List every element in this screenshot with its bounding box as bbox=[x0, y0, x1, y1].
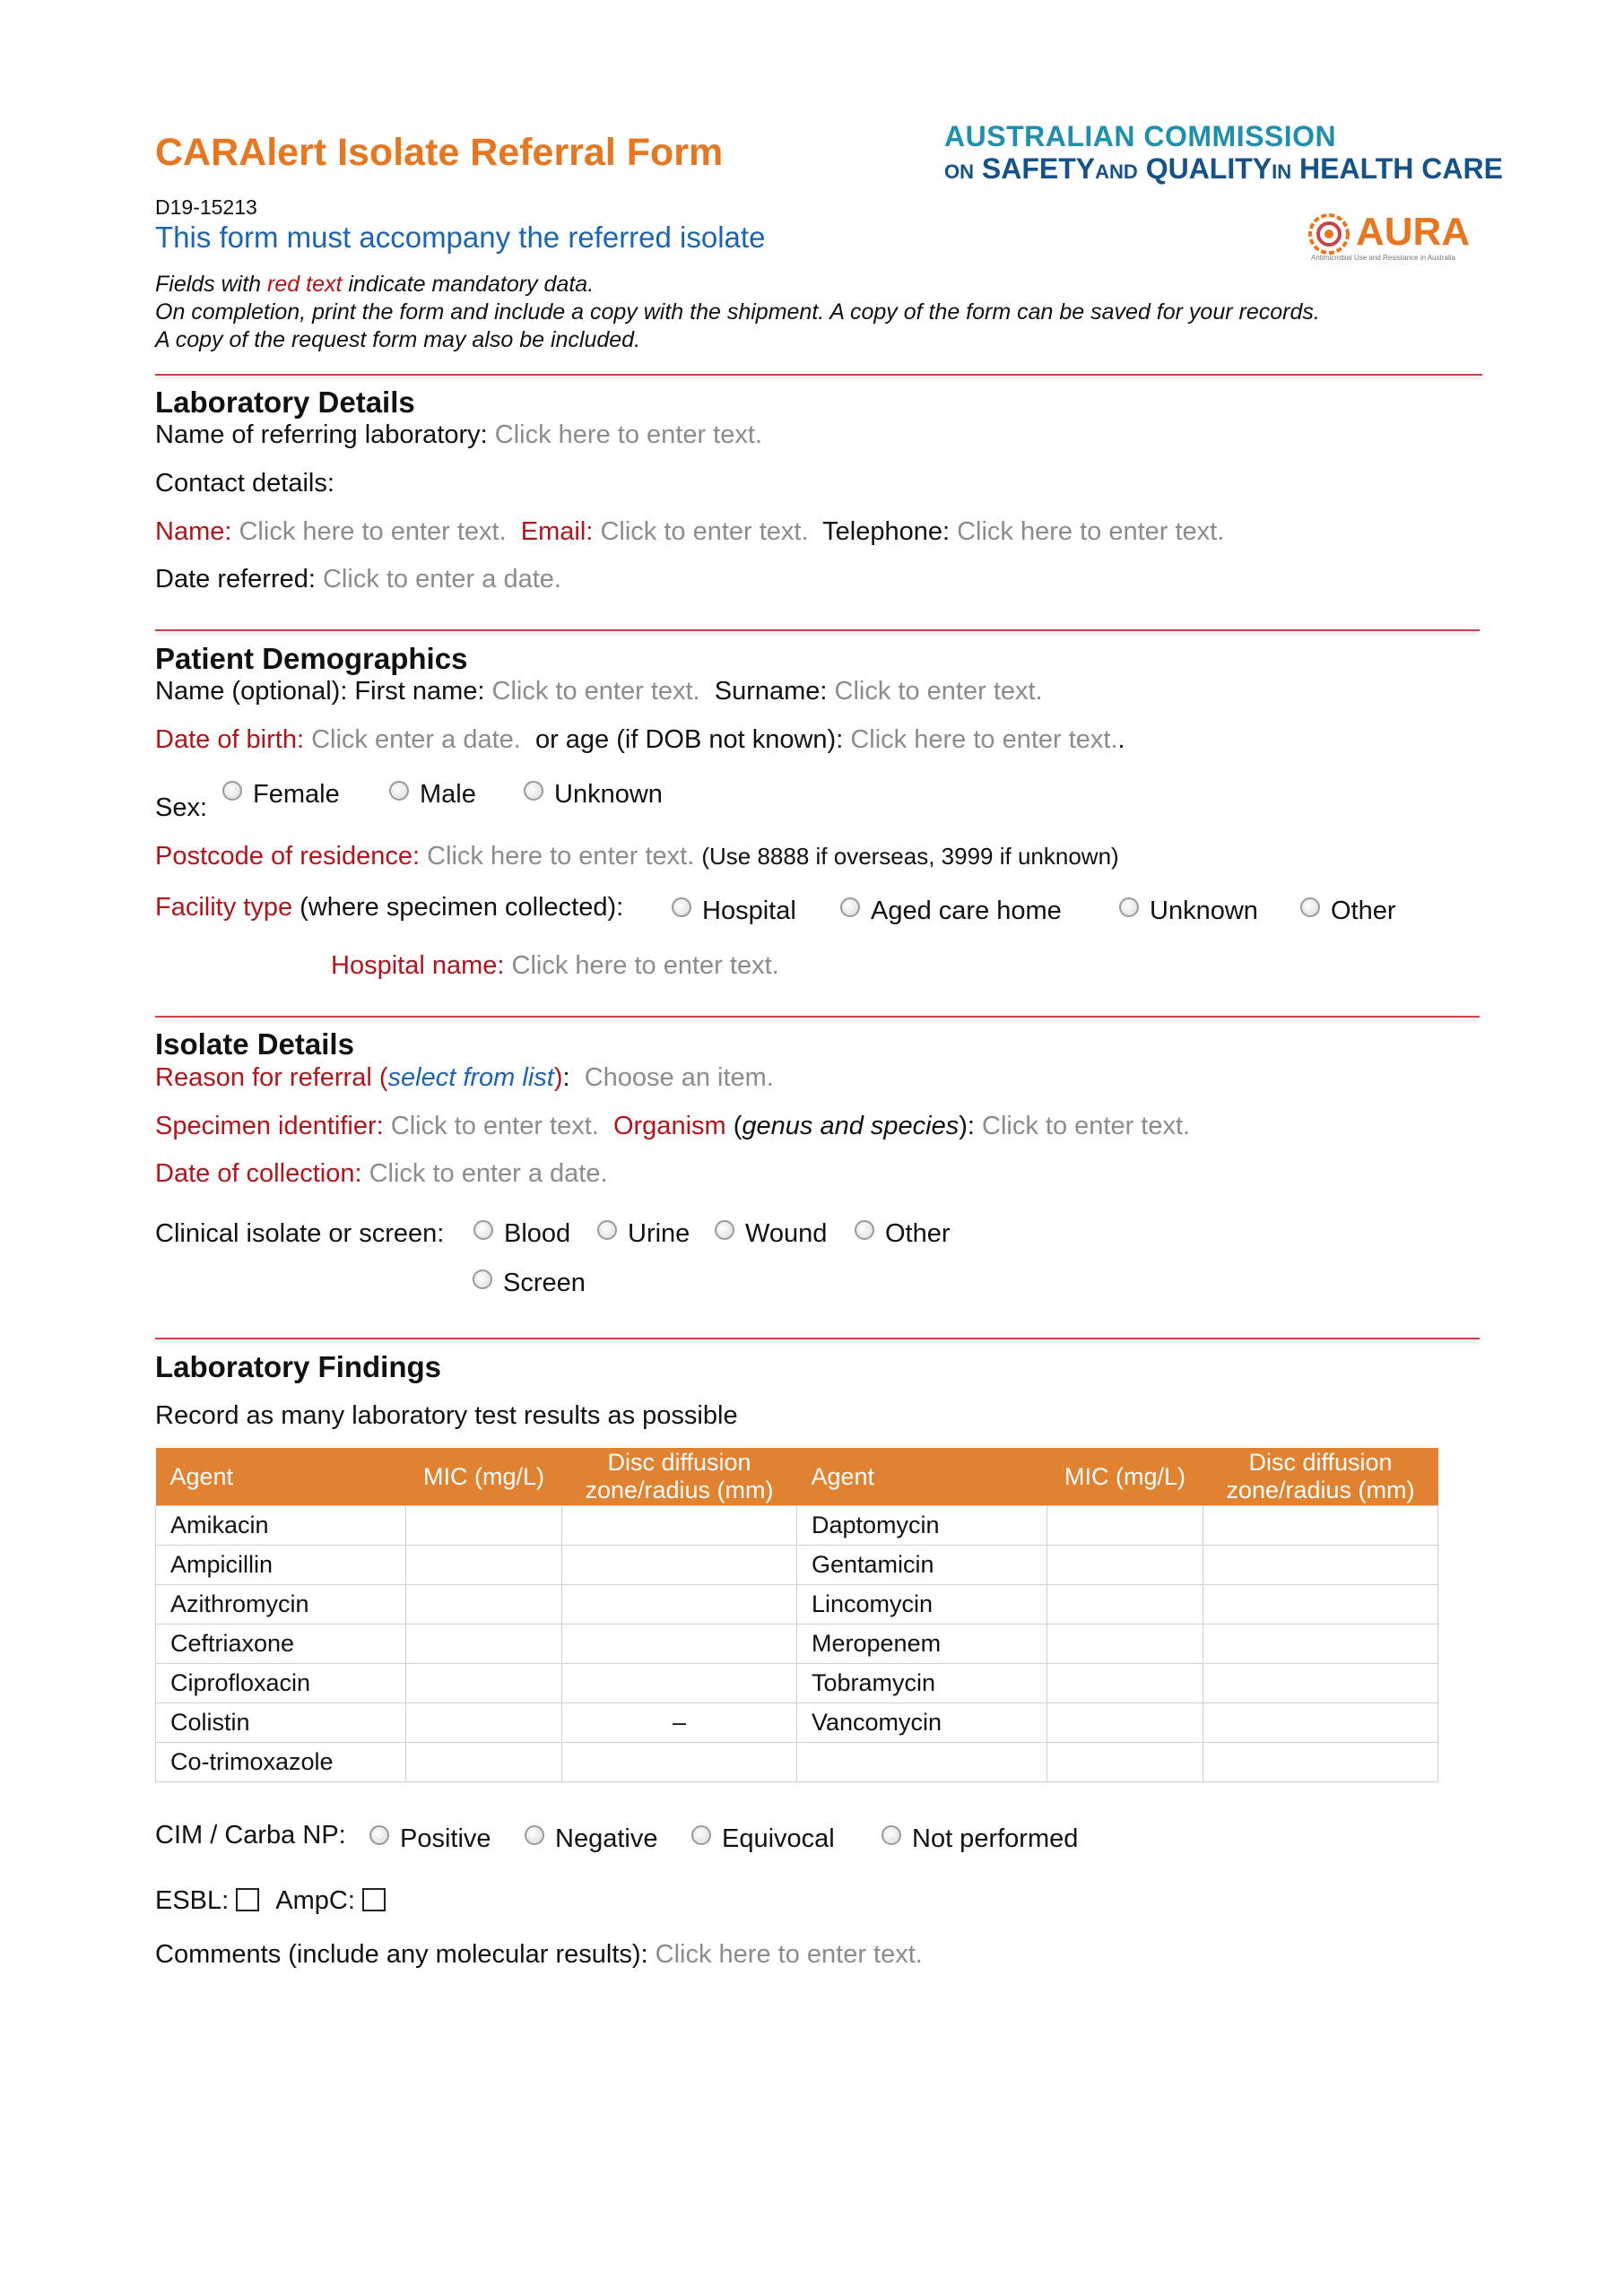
radio-icon[interactable] bbox=[389, 781, 409, 801]
aura-logo-text: AURA bbox=[1356, 210, 1471, 254]
radio-icon[interactable] bbox=[1300, 897, 1320, 917]
facility-row bbox=[155, 893, 623, 923]
logo-and: AND bbox=[1095, 160, 1138, 183]
clinical-label: Clinical isolate or screen: bbox=[155, 1219, 445, 1248]
dob-label: Date of birth: bbox=[155, 725, 305, 754]
clinical-option-urine[interactable] bbox=[597, 1219, 690, 1249]
facility-option-label: Aged care home bbox=[871, 897, 1062, 925]
commission-logo-line2 bbox=[944, 152, 1503, 186]
table-row bbox=[156, 1546, 1438, 1585]
reason-dropdown[interactable]: Choose an item. bbox=[584, 1063, 774, 1092]
sex-option-unknown[interactable] bbox=[524, 780, 663, 810]
collection-field[interactable]: Click to enter a date. bbox=[369, 1159, 608, 1188]
agent-cell: Ceftriaxone bbox=[156, 1625, 406, 1664]
email-field[interactable]: Click to enter text. bbox=[600, 517, 809, 546]
disc-cell[interactable] bbox=[1203, 1546, 1438, 1585]
col-mic: MIC (mg/L) bbox=[406, 1448, 562, 1506]
intro-line-2: On completion, print the form and include a copy with the shipment. A copy of the form can be saved for your records. bbox=[155, 299, 1320, 325]
disc-cell[interactable]: – bbox=[562, 1703, 797, 1743]
sex-option-label: Male bbox=[420, 780, 476, 809]
section-divider bbox=[155, 1016, 1480, 1018]
ref-lab-row bbox=[155, 420, 762, 450]
agent-cell: Meropenem bbox=[797, 1625, 1047, 1664]
comments-label: Comments (include any molecular results): bbox=[155, 1940, 648, 1969]
agent-cell: Ciprofloxacin bbox=[156, 1664, 406, 1703]
comments-row bbox=[155, 1940, 923, 1970]
cim-option-label: Equivocal bbox=[722, 1824, 835, 1853]
disc-cell[interactable] bbox=[1203, 1625, 1438, 1664]
cim-option-equivocal[interactable] bbox=[691, 1824, 835, 1854]
date-referred-row bbox=[155, 565, 561, 594]
facility-option-hospital[interactable] bbox=[672, 897, 796, 926]
disc-cell[interactable] bbox=[562, 1664, 797, 1703]
facility-option-label: Unknown bbox=[1150, 897, 1258, 925]
radio-icon[interactable] bbox=[881, 1825, 901, 1845]
agent-cell: Lincomycin bbox=[797, 1585, 1047, 1625]
patient-heading: Patient Demographics bbox=[155, 642, 468, 675]
agent-cell: Tobramycin bbox=[797, 1664, 1047, 1703]
radio-icon[interactable] bbox=[691, 1825, 711, 1845]
telephone-field[interactable]: Click here to enter text. bbox=[957, 517, 1225, 546]
section-divider bbox=[155, 629, 1480, 631]
specimen-field[interactable]: Click to enter text. bbox=[390, 1112, 599, 1140]
facility-note: (where specimen collected): bbox=[300, 893, 624, 922]
radio-icon[interactable] bbox=[473, 1269, 492, 1289]
agent-cell: Vancomycin bbox=[797, 1703, 1047, 1743]
facility-option-unknown[interactable] bbox=[1119, 897, 1258, 926]
table-row bbox=[156, 1703, 1438, 1743]
agent-cell: Amikacin bbox=[156, 1506, 406, 1546]
facility-option-label: Hospital bbox=[702, 897, 796, 925]
cim-option-label: Positive bbox=[400, 1824, 491, 1853]
telephone-label: Telephone: bbox=[822, 517, 951, 546]
mic-cell[interactable] bbox=[1047, 1625, 1203, 1664]
dob-row bbox=[155, 725, 1125, 755]
mic-cell[interactable] bbox=[1047, 1546, 1203, 1585]
facility-label: Facility type bbox=[155, 893, 293, 922]
agent-cell bbox=[797, 1743, 1047, 1782]
mic-cell[interactable] bbox=[1047, 1664, 1203, 1703]
reason-select-hint: select from list bbox=[387, 1063, 554, 1092]
lab-details-heading: Laboratory Details bbox=[155, 386, 415, 419]
table-row bbox=[156, 1585, 1438, 1625]
sex-option-label: Female bbox=[253, 780, 340, 809]
col-disc-line2: zone/radius (mm) bbox=[1226, 1477, 1415, 1503]
mic-cell[interactable] bbox=[406, 1546, 562, 1585]
agent-cell: Colistin bbox=[156, 1703, 406, 1743]
email-label: Email: bbox=[520, 517, 594, 546]
surname-label: Surname: bbox=[714, 677, 828, 706]
intro-text: indicate mandatory data. bbox=[342, 272, 595, 297]
col-agent: Agent bbox=[156, 1448, 406, 1506]
col-disc bbox=[1203, 1448, 1438, 1506]
postcode-label: Postcode of residence: bbox=[155, 842, 421, 871]
age-end: . bbox=[1117, 725, 1125, 754]
facility-option-aged-care[interactable] bbox=[840, 897, 1062, 926]
reason-row: Reason for referral (select from list): Choose an item. bbox=[155, 1063, 774, 1092]
section-divider bbox=[155, 1338, 1480, 1339]
cim-option-negative[interactable] bbox=[525, 1824, 657, 1854]
mic-cell[interactable] bbox=[406, 1585, 562, 1625]
radio-icon[interactable] bbox=[672, 897, 691, 917]
postcode-note: (Use 8888 if overseas, 3999 if unknown) bbox=[701, 843, 1119, 870]
contact-name-field[interactable]: Click here to enter text. bbox=[239, 517, 507, 546]
mic-cell[interactable] bbox=[406, 1625, 562, 1664]
form-title: CARAlert Isolate Referral Form bbox=[155, 131, 724, 174]
date-referred-field[interactable]: Click to enter a date. bbox=[322, 565, 561, 593]
clinical-option-other[interactable] bbox=[855, 1219, 951, 1249]
mic-cell[interactable] bbox=[1047, 1585, 1203, 1625]
findings-table bbox=[155, 1448, 1438, 1782]
radio-icon[interactable] bbox=[1119, 897, 1139, 917]
agent-cell: Gentamicin bbox=[797, 1546, 1047, 1585]
disc-cell[interactable] bbox=[1203, 1506, 1438, 1546]
form-subtitle: This form must accompany the referred isolate bbox=[155, 221, 766, 254]
agent-cell: Ampicillin bbox=[156, 1546, 406, 1585]
mic-cell[interactable] bbox=[1047, 1703, 1203, 1743]
age-label: or age (if DOB not known): bbox=[534, 725, 844, 754]
ref-lab-label: Name of referring laboratory: bbox=[155, 420, 488, 449]
radio-icon[interactable] bbox=[525, 1825, 544, 1845]
agent-cell: Daptomycin bbox=[797, 1506, 1047, 1546]
document-id: D19-15213 bbox=[155, 195, 257, 219]
organism-field[interactable]: Click to enter text. bbox=[982, 1112, 1191, 1140]
logo-in: IN bbox=[1272, 160, 1292, 183]
postcode-row bbox=[155, 842, 1119, 871]
radio-icon[interactable] bbox=[369, 1825, 389, 1845]
logo-quality: QUALITY bbox=[1145, 152, 1272, 185]
reason-label: Reason for referral bbox=[155, 1063, 372, 1092]
clinical-option-screen[interactable] bbox=[473, 1269, 586, 1298]
esbl-checkbox[interactable] bbox=[236, 1888, 259, 1911]
mic-cell[interactable] bbox=[406, 1506, 562, 1546]
findings-heading: Laboratory Findings bbox=[155, 1350, 442, 1383]
intro-text: Fields with bbox=[155, 272, 268, 297]
hospital-name-field[interactable]: Click here to enter text. bbox=[511, 951, 779, 980]
ref-lab-field[interactable]: Click here to enter text. bbox=[494, 420, 762, 449]
mic-cell[interactable] bbox=[406, 1664, 562, 1703]
intro-line-1 bbox=[155, 272, 594, 298]
first-name-field[interactable]: Click to enter text. bbox=[491, 677, 700, 706]
radio-icon[interactable] bbox=[597, 1220, 617, 1240]
mic-cell[interactable] bbox=[1047, 1743, 1203, 1782]
patient-name-label: Name (optional): First name: bbox=[155, 677, 485, 706]
radio-icon[interactable] bbox=[473, 1220, 493, 1240]
section-divider bbox=[155, 374, 1482, 376]
findings-header-row bbox=[156, 1448, 1438, 1506]
radio-icon[interactable] bbox=[222, 781, 242, 801]
disc-cell[interactable] bbox=[1203, 1743, 1438, 1782]
mic-cell[interactable] bbox=[406, 1703, 562, 1743]
dob-field[interactable]: Click enter a date. bbox=[311, 725, 521, 754]
organism-note: genus and species bbox=[742, 1112, 960, 1140]
col-disc-line2: zone/radius (mm) bbox=[585, 1477, 774, 1503]
clinical-option-label: Wound bbox=[745, 1219, 828, 1248]
hospital-name-row bbox=[331, 951, 779, 981]
collection-label: Date of collection: bbox=[155, 1159, 362, 1188]
clinical-option-wound[interactable] bbox=[715, 1219, 827, 1249]
comments-field[interactable]: Click here to enter text. bbox=[655, 1940, 923, 1969]
cim-option-label: Negative bbox=[555, 1824, 658, 1853]
col-disc-line1: Disc diffusion bbox=[1248, 1449, 1393, 1476]
disc-cell[interactable] bbox=[562, 1546, 797, 1585]
aura-logo-icon bbox=[1307, 212, 1350, 256]
surname-field[interactable]: Click to enter text. bbox=[834, 677, 1043, 706]
agent-cell: Co-trimoxazole bbox=[156, 1743, 406, 1782]
contact-row bbox=[155, 517, 1224, 547]
disc-cell[interactable] bbox=[562, 1585, 797, 1625]
specimen-label: Specimen identifier: bbox=[155, 1112, 384, 1140]
disc-cell[interactable] bbox=[1203, 1664, 1438, 1703]
contact-name-label: Name: bbox=[155, 517, 232, 546]
table-row bbox=[156, 1743, 1438, 1782]
commission-logo-line1: AUSTRALIAN COMMISSION bbox=[944, 120, 1337, 152]
collection-row bbox=[155, 1159, 608, 1189]
radio-icon[interactable] bbox=[840, 897, 860, 917]
postcode-field[interactable]: Click here to enter text. bbox=[427, 842, 695, 871]
logo-on: ON bbox=[944, 160, 974, 183]
cim-label: CIM / Carba NP: bbox=[155, 1821, 346, 1850]
intro-red-text: red text bbox=[267, 272, 343, 297]
disc-cell[interactable] bbox=[562, 1625, 797, 1664]
intro-line-3: A copy of the request form may also be included. bbox=[155, 327, 641, 352]
sex-option-male[interactable] bbox=[389, 780, 476, 810]
sex-option-label: Unknown bbox=[554, 780, 663, 809]
isolate-heading: Isolate Details bbox=[155, 1027, 354, 1061]
cim-option-positive[interactable] bbox=[369, 1824, 491, 1854]
facility-option-label: Other bbox=[1331, 897, 1396, 925]
age-field[interactable]: Click here to enter text. bbox=[850, 725, 1118, 754]
logo-safety: SAFETY bbox=[981, 152, 1096, 185]
table-row bbox=[156, 1625, 1438, 1664]
mic-cell[interactable] bbox=[1047, 1506, 1203, 1546]
esbl-label: ESBL: bbox=[155, 1886, 230, 1915]
ampc-checkbox[interactable] bbox=[362, 1888, 386, 1911]
mic-cell[interactable] bbox=[406, 1743, 562, 1782]
facility-option-other[interactable] bbox=[1300, 897, 1396, 926]
disc-cell[interactable] bbox=[562, 1743, 797, 1782]
table-row bbox=[156, 1664, 1438, 1703]
col-disc-line1: Disc diffusion bbox=[607, 1449, 751, 1476]
radio-icon[interactable] bbox=[855, 1220, 874, 1240]
date-referred-label: Date referred: bbox=[155, 565, 316, 593]
cim-option-label: Not performed bbox=[912, 1824, 1079, 1853]
findings-instruction: Record as many laboratory test results as possible bbox=[155, 1401, 738, 1430]
patient-name-row bbox=[155, 677, 1043, 706]
disc-cell[interactable] bbox=[1203, 1703, 1438, 1743]
radio-icon[interactable] bbox=[715, 1220, 734, 1240]
clinical-option-blood[interactable] bbox=[473, 1219, 570, 1249]
sex-option-female[interactable] bbox=[222, 780, 340, 810]
clinical-option-label: Screen bbox=[503, 1269, 586, 1297]
logo-health: HEALTH CARE bbox=[1299, 152, 1503, 185]
disc-cell[interactable] bbox=[562, 1506, 797, 1546]
col-mic: MIC (mg/L) bbox=[1047, 1448, 1203, 1506]
organism-label: Organism bbox=[612, 1112, 726, 1140]
clinical-option-label: Blood bbox=[504, 1219, 571, 1248]
disc-cell[interactable] bbox=[1203, 1585, 1438, 1625]
clinical-option-label: Urine bbox=[628, 1219, 690, 1248]
table-row bbox=[156, 1506, 1438, 1546]
aura-tagline: Antimicrobial Use and Resistance in Australia bbox=[1311, 254, 1455, 262]
hospital-name-label: Hospital name: bbox=[331, 951, 505, 980]
contact-label: Contact details: bbox=[155, 469, 334, 498]
sex-label: Sex: bbox=[155, 793, 208, 822]
col-agent: Agent bbox=[797, 1448, 1047, 1506]
clinical-option-label: Other bbox=[885, 1219, 951, 1248]
radio-icon[interactable] bbox=[524, 781, 543, 801]
esbl-ampc-row bbox=[155, 1886, 386, 1916]
agent-cell: Azithromycin bbox=[156, 1585, 406, 1625]
specimen-row: Specimen identifier: Click to enter text. Organism (genus and species): Click to enter text. bbox=[155, 1112, 1191, 1140]
col-disc bbox=[562, 1448, 797, 1506]
ampc-label: AmpC: bbox=[275, 1886, 355, 1915]
cim-option-not-performed[interactable] bbox=[881, 1824, 1078, 1854]
